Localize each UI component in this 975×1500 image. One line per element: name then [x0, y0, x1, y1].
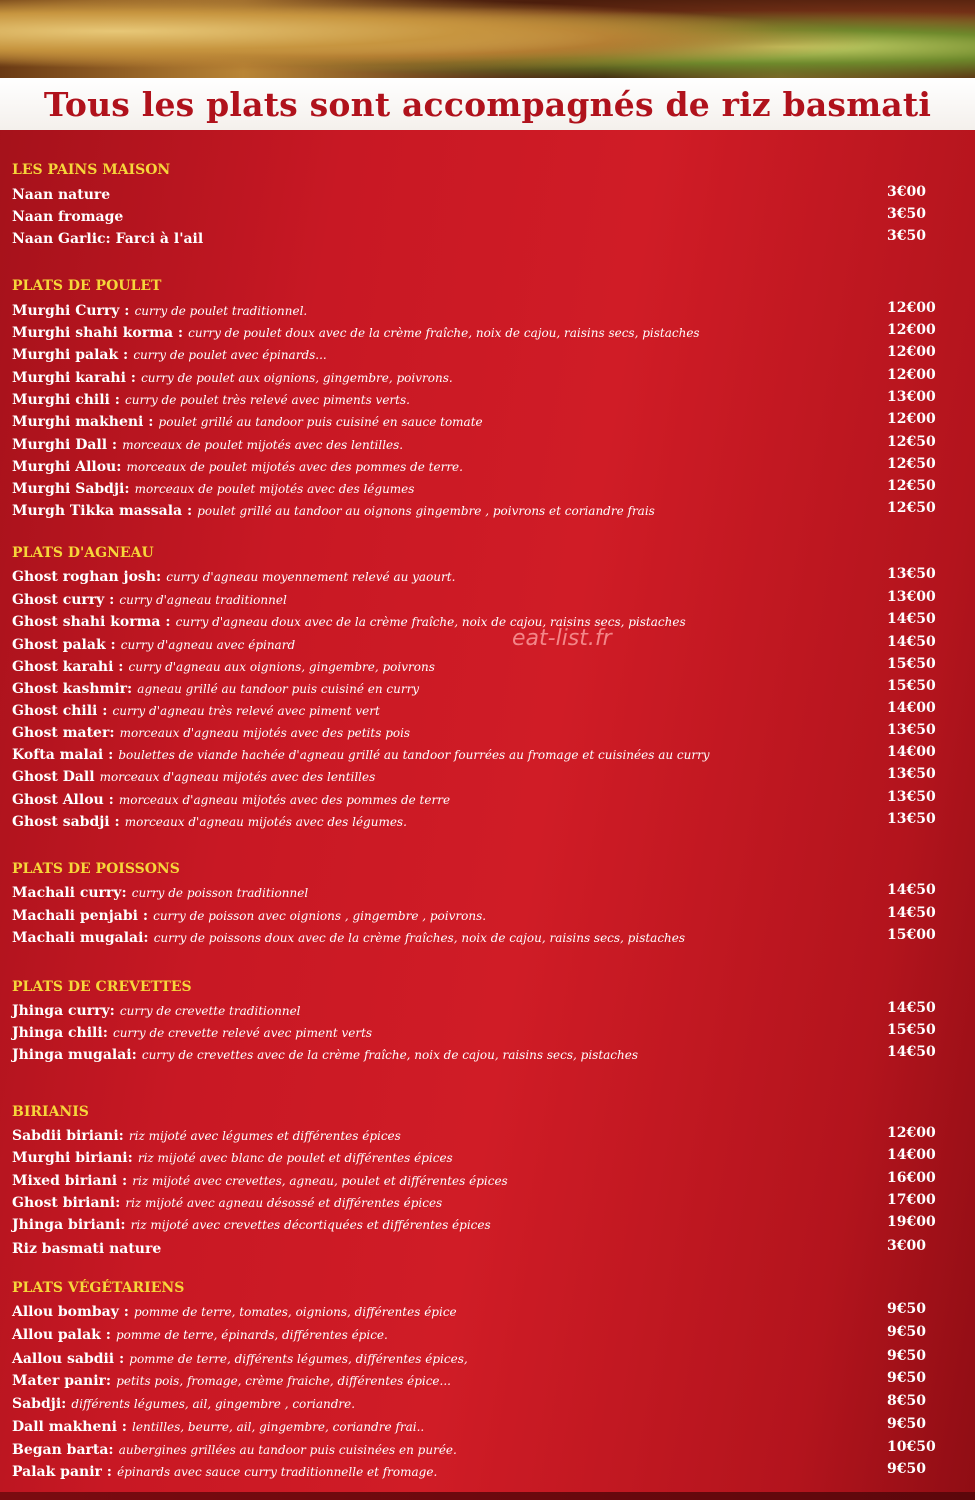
menu-item-description: morceaux d'agneau mijotés avec des petits pois: [119, 726, 411, 740]
menu-item-name: Murghi chili :: [12, 392, 120, 408]
menu-item: [12, 882, 975, 904]
menu-item-description: curry de poulet aux oignions, gingembre, poivrons.: [141, 371, 453, 385]
menu-item-name: Jhinga biriani:: [12, 1217, 126, 1233]
menu-item-price: 3€50: [887, 206, 926, 222]
menu-item: [12, 478, 975, 500]
section-title: BIRIANIS: [12, 1104, 89, 1120]
menu-item: [12, 1147, 975, 1169]
menu-item-price: 12€00: [887, 411, 936, 427]
menu-item-price: 14€00: [887, 1147, 936, 1163]
menu-item: [12, 1324, 975, 1346]
menu-item-price: 10€50: [887, 1439, 936, 1455]
menu-item-price: 13€50: [887, 566, 936, 582]
menu-item-name: Ghost palak :: [12, 637, 116, 653]
menu-item-description: morceaux de poulet mijotés avec des lentilles.: [122, 438, 404, 452]
menu-item-price: 9€50: [887, 1461, 926, 1477]
menu-item-description: pomme de terre, épinards, différentes épice.: [115, 1328, 388, 1342]
menu-item-description: pomme de terre, différents légumes, différentes épices,: [129, 1352, 468, 1366]
menu-item-name: Allou palak :: [12, 1327, 111, 1343]
menu-item-price: 12€00: [887, 322, 936, 338]
menu-item: [12, 322, 975, 344]
menu-item-description: curry de crevette relevé avec piment verts: [112, 1026, 373, 1040]
menu-item-description: morceaux d'agneau mijotés avec des légumes.: [124, 815, 407, 829]
menu-item-description: curry d'agneau traditionnel: [119, 593, 287, 607]
menu-item-price: 13€00: [887, 389, 936, 405]
menu-item-description: curry d'agneau très relevé avec piment vert: [112, 704, 380, 718]
section-title: PLATS VÉGÉTARIENS: [12, 1280, 185, 1296]
menu-item: [12, 500, 975, 522]
menu-item: [12, 456, 975, 478]
menu-item-name: Kofta malai :: [12, 747, 114, 763]
header-banner: [0, 78, 975, 130]
menu-item-name: Murghi palak :: [12, 347, 129, 363]
menu-item-price: 15€50: [887, 678, 936, 694]
menu-item-description: curry d'agneau avec épinard: [120, 638, 296, 652]
menu-item-price: 12€50: [887, 500, 936, 516]
menu-item-price: 13€50: [887, 811, 936, 827]
menu-item: [12, 184, 975, 206]
menu-item-name: Began barta:: [12, 1442, 114, 1458]
menu-item: [12, 228, 975, 250]
menu-item: [12, 1439, 975, 1461]
menu-item: [12, 611, 975, 633]
menu-item: [12, 789, 975, 811]
menu-item: [12, 905, 975, 927]
menu-item-name: Ghost sabdji :: [12, 814, 120, 830]
menu-item: [12, 206, 975, 228]
menu-item-description: différents légumes, ail, gingembre , coriandre.: [71, 1397, 356, 1411]
menu-item: [12, 1348, 975, 1370]
menu-item-price: 9€50: [887, 1370, 926, 1386]
menu-item-description: pomme de terre, tomates, oignions, différentes épice: [133, 1305, 457, 1319]
food-photo-strip: [0, 0, 975, 78]
menu-item-description: curry de crevette traditionnel: [119, 1004, 301, 1018]
menu-item: [12, 700, 975, 722]
menu-item-name: Murghi biriani:: [12, 1150, 133, 1166]
menu-item-price: 12€50: [887, 478, 936, 494]
menu-item-description: riz mijoté avec blanc de poulet et différentes épices: [137, 1151, 453, 1165]
menu-item: [12, 344, 975, 366]
menu-item-price: 14€50: [887, 611, 936, 627]
page-title: Tous les plats sont accompagnés de riz basmati: [43, 84, 932, 124]
menu-item-description: riz mijoté avec crevettes, agneau, poulet et différentes épices: [132, 1174, 508, 1188]
menu-item-description: curry de poulet doux avec de la crème fraîche, noix de cajou, raisins secs, pistaches: [188, 326, 700, 340]
menu-item-name: Mater panir:: [12, 1373, 112, 1389]
menu-item-name: Murghi makheni :: [12, 414, 154, 430]
menu-item-name: Machali mugalai:: [12, 930, 149, 946]
menu-item: [12, 1170, 975, 1192]
menu-item: [12, 411, 975, 433]
menu-item-description: curry de poulet très relevé avec piments verts.: [125, 393, 410, 407]
menu-item-name: Ghost shahi korma :: [12, 614, 171, 630]
menu-item-price: 13€00: [887, 589, 936, 605]
menu-item: [12, 1022, 975, 1044]
menu-item-description: riz mijoté avec crevettes décortiquées et différentes épices: [130, 1218, 491, 1232]
menu-item-name: Murgh Tikka massala :: [12, 503, 193, 519]
menu-item: [12, 1192, 975, 1214]
menu-item-description: poulet grillé au tandoor au oignons gingembre , poivrons et coriandre frais: [197, 504, 655, 518]
menu-item-price: 15€50: [887, 1022, 936, 1038]
menu-item: [12, 1370, 975, 1392]
menu-item-name: Naan fromage: [12, 209, 124, 225]
menu-item-price: 14€50: [887, 1000, 936, 1016]
menu-item-price: 14€00: [887, 700, 936, 716]
menu-item-name: Ghost mater:: [12, 725, 115, 741]
menu-item-price: 12€50: [887, 456, 936, 472]
menu-item-price: 12€00: [887, 367, 936, 383]
menu-item: [12, 566, 975, 588]
menu-item: [12, 1416, 975, 1438]
menu-item-description: curry de poulet avec épinards...: [133, 348, 327, 362]
menu-item-name: Murghi shahi korma :: [12, 325, 184, 341]
menu-item-price: 16€00: [887, 1170, 936, 1186]
menu-item: [12, 589, 975, 611]
menu-item-price: 9€50: [887, 1416, 926, 1432]
section-title: PLATS DE POULET: [12, 278, 162, 294]
menu-item-price: 13€50: [887, 722, 936, 738]
menu-item-price: 14€00: [887, 744, 936, 760]
menu-item-price: 12€00: [887, 300, 936, 316]
menu-item-description: curry d'agneau aux oignions, gingembre, poivrons: [128, 660, 435, 674]
section-title: PLATS D'AGNEAU: [12, 545, 154, 561]
menu-item-name: Murghi Curry :: [12, 303, 130, 319]
menu-item-price: 8€50: [887, 1393, 926, 1409]
section-title: LES PAINS MAISON: [12, 162, 171, 178]
menu-item: [12, 1461, 975, 1483]
menu-item-price: 17€00: [887, 1192, 936, 1208]
menu-item-description: curry de poisson traditionnel: [131, 886, 309, 900]
menu-item-price: 14€50: [887, 905, 936, 921]
menu-item: [12, 1393, 975, 1415]
menu-item-description: lentilles, beurre, ail, gingembre, coriandre frai..: [132, 1420, 425, 1434]
menu-item: [12, 1214, 975, 1236]
section-title: PLATS DE CREVETTES: [12, 979, 192, 995]
menu-item-price: 13€50: [887, 766, 936, 782]
menu-item-price: 9€50: [887, 1348, 926, 1364]
menu-item-price: 13€50: [887, 789, 936, 805]
menu-item-description: curry d'agneau doux avec de la crème fraîche, noix de cajou, raisins secs, pistaches: [175, 615, 686, 629]
menu-item-price: 12€00: [887, 344, 936, 360]
menu-item-name: Ghost Allou :: [12, 792, 114, 808]
menu-item-description: aubergines grillées au tandoor puis cuisinées en purée.: [118, 1443, 457, 1457]
menu-item-description: curry d'agneau moyennement relevé au yaourt.: [166, 570, 456, 584]
menu-item: [12, 367, 975, 389]
menu-item: [12, 722, 975, 744]
menu-item-name: Dall makheni :: [12, 1419, 127, 1435]
menu-item-price: 3€50: [887, 228, 926, 244]
menu-item-price: 3€00: [887, 184, 926, 200]
menu-item: [12, 656, 975, 678]
menu-item-name: Sabdii biriani:: [12, 1128, 124, 1144]
menu-item: [12, 434, 975, 456]
menu-item: [12, 766, 975, 788]
menu-item: [12, 634, 975, 656]
bottom-edge: [0, 1492, 975, 1500]
menu-item-name: Palak panir :: [12, 1464, 112, 1480]
menu-item-name: Ghost curry :: [12, 592, 115, 608]
menu-item-description: morceaux de poulet mijotés avec des pommes de terre.: [126, 460, 463, 474]
menu-item-name: Murghi karahi :: [12, 370, 136, 386]
menu-item-price: 9€50: [887, 1324, 926, 1340]
menu-item-name: Mixed biriani :: [12, 1173, 128, 1189]
menu-item-price: 9€50: [887, 1301, 926, 1317]
menu-item: [12, 300, 975, 322]
menu-item-description: curry de crevettes avec de la crème fraîche, noix de cajou, raisins secs, pistaches: [141, 1048, 639, 1062]
menu-item-name: Jhinga curry:: [12, 1003, 115, 1019]
menu-item-name: Naan nature: [12, 187, 111, 203]
menu-item-price: 3€00: [887, 1238, 926, 1254]
menu-item-name: Ghost roghan josh:: [12, 569, 162, 585]
menu-item-price: 14€50: [887, 1044, 936, 1060]
menu-item: [12, 811, 975, 833]
menu-item-description: poulet grillé au tandoor puis cuisiné en sauce tomate: [158, 415, 483, 429]
menu-item-description: curry de poulet traditionnel.: [134, 304, 308, 318]
menu-item-price: 12€50: [887, 434, 936, 450]
menu-item: [12, 927, 975, 949]
menu-item-name: Ghost biriani:: [12, 1195, 121, 1211]
menu-item: [12, 1044, 975, 1066]
menu-item: [12, 1125, 975, 1147]
menu-item: [12, 678, 975, 700]
menu-item-name: Ghost chili :: [12, 703, 108, 719]
menu-item: [12, 1000, 975, 1022]
menu-item-price: 15€00: [887, 927, 936, 943]
menu-item-description: morceaux de poulet mijotés avec des légumes: [134, 482, 415, 496]
menu-item: [12, 389, 975, 411]
menu-item: [12, 1238, 975, 1260]
menu-item-name: Ghost Dall: [12, 769, 95, 785]
menu-item-price: 19€00: [887, 1214, 936, 1230]
menu-item: [12, 1301, 975, 1323]
menu-item-description: riz mijoté avec légumes et différentes épices: [128, 1129, 401, 1143]
menu-item-description: petits pois, fromage, crème fraiche, différentes épice...: [116, 1374, 451, 1388]
section-title: PLATS DE POISSONS: [12, 861, 180, 877]
menu-item-name: Murghi Allou:: [12, 459, 122, 475]
menu-item-description: curry de poissons doux avec de la crème fraîches, noix de cajou, raisins secs, pistaches: [153, 931, 686, 945]
menu-item-description: boulettes de viande hachée d'agneau grillé au tandoor fourrées au fromage et cuisinées au curry: [118, 748, 710, 762]
menu-item-name: Naan Garlic: Farci à l'ail: [12, 231, 204, 247]
menu-item-name: Ghost karahi :: [12, 659, 124, 675]
menu-item-name: Riz basmati nature: [12, 1241, 162, 1257]
menu-item-description: morceaux d'agneau mijotés avec des lentilles: [99, 770, 376, 784]
menu-item-price: 15€50: [887, 656, 936, 672]
menu-item-name: Machali curry:: [12, 885, 127, 901]
menu-item-description: épinards avec sauce curry traditionnelle et fromage.: [117, 1465, 438, 1479]
menu-item-description: curry de poisson avec oignions , gingembre , poivrons.: [153, 909, 487, 923]
menu-item: [12, 744, 975, 766]
menu-item-description: agneau grillé au tandoor puis cuisiné en curry: [137, 682, 420, 696]
menu-item-name: Jhinga chili:: [12, 1025, 108, 1041]
menu-item-description: morceaux d'agneau mijotés avec des pommes de terre: [118, 793, 451, 807]
watermark: eat-list.fr: [512, 626, 612, 651]
menu-item-name: Sabdji:: [12, 1396, 67, 1412]
menu-item-price: 12€00: [887, 1125, 936, 1141]
menu-item-name: Machali penjabi :: [12, 908, 149, 924]
menu-item-name: Murghi Dall :: [12, 437, 118, 453]
menu-item-price: 14€50: [887, 634, 936, 650]
menu-item-name: Ghost kashmir:: [12, 681, 133, 697]
menu-item-name: Aallou sabdii :: [12, 1351, 125, 1367]
menu-item-description: riz mijoté avec agneau désossé et différentes épices: [125, 1196, 443, 1210]
menu-item-name: Allou bombay :: [12, 1304, 129, 1320]
menu-item-name: Jhinga mugalai:: [12, 1047, 137, 1063]
menu-item-name: Murghi Sabdji:: [12, 481, 130, 497]
menu-item-price: 14€50: [887, 882, 936, 898]
